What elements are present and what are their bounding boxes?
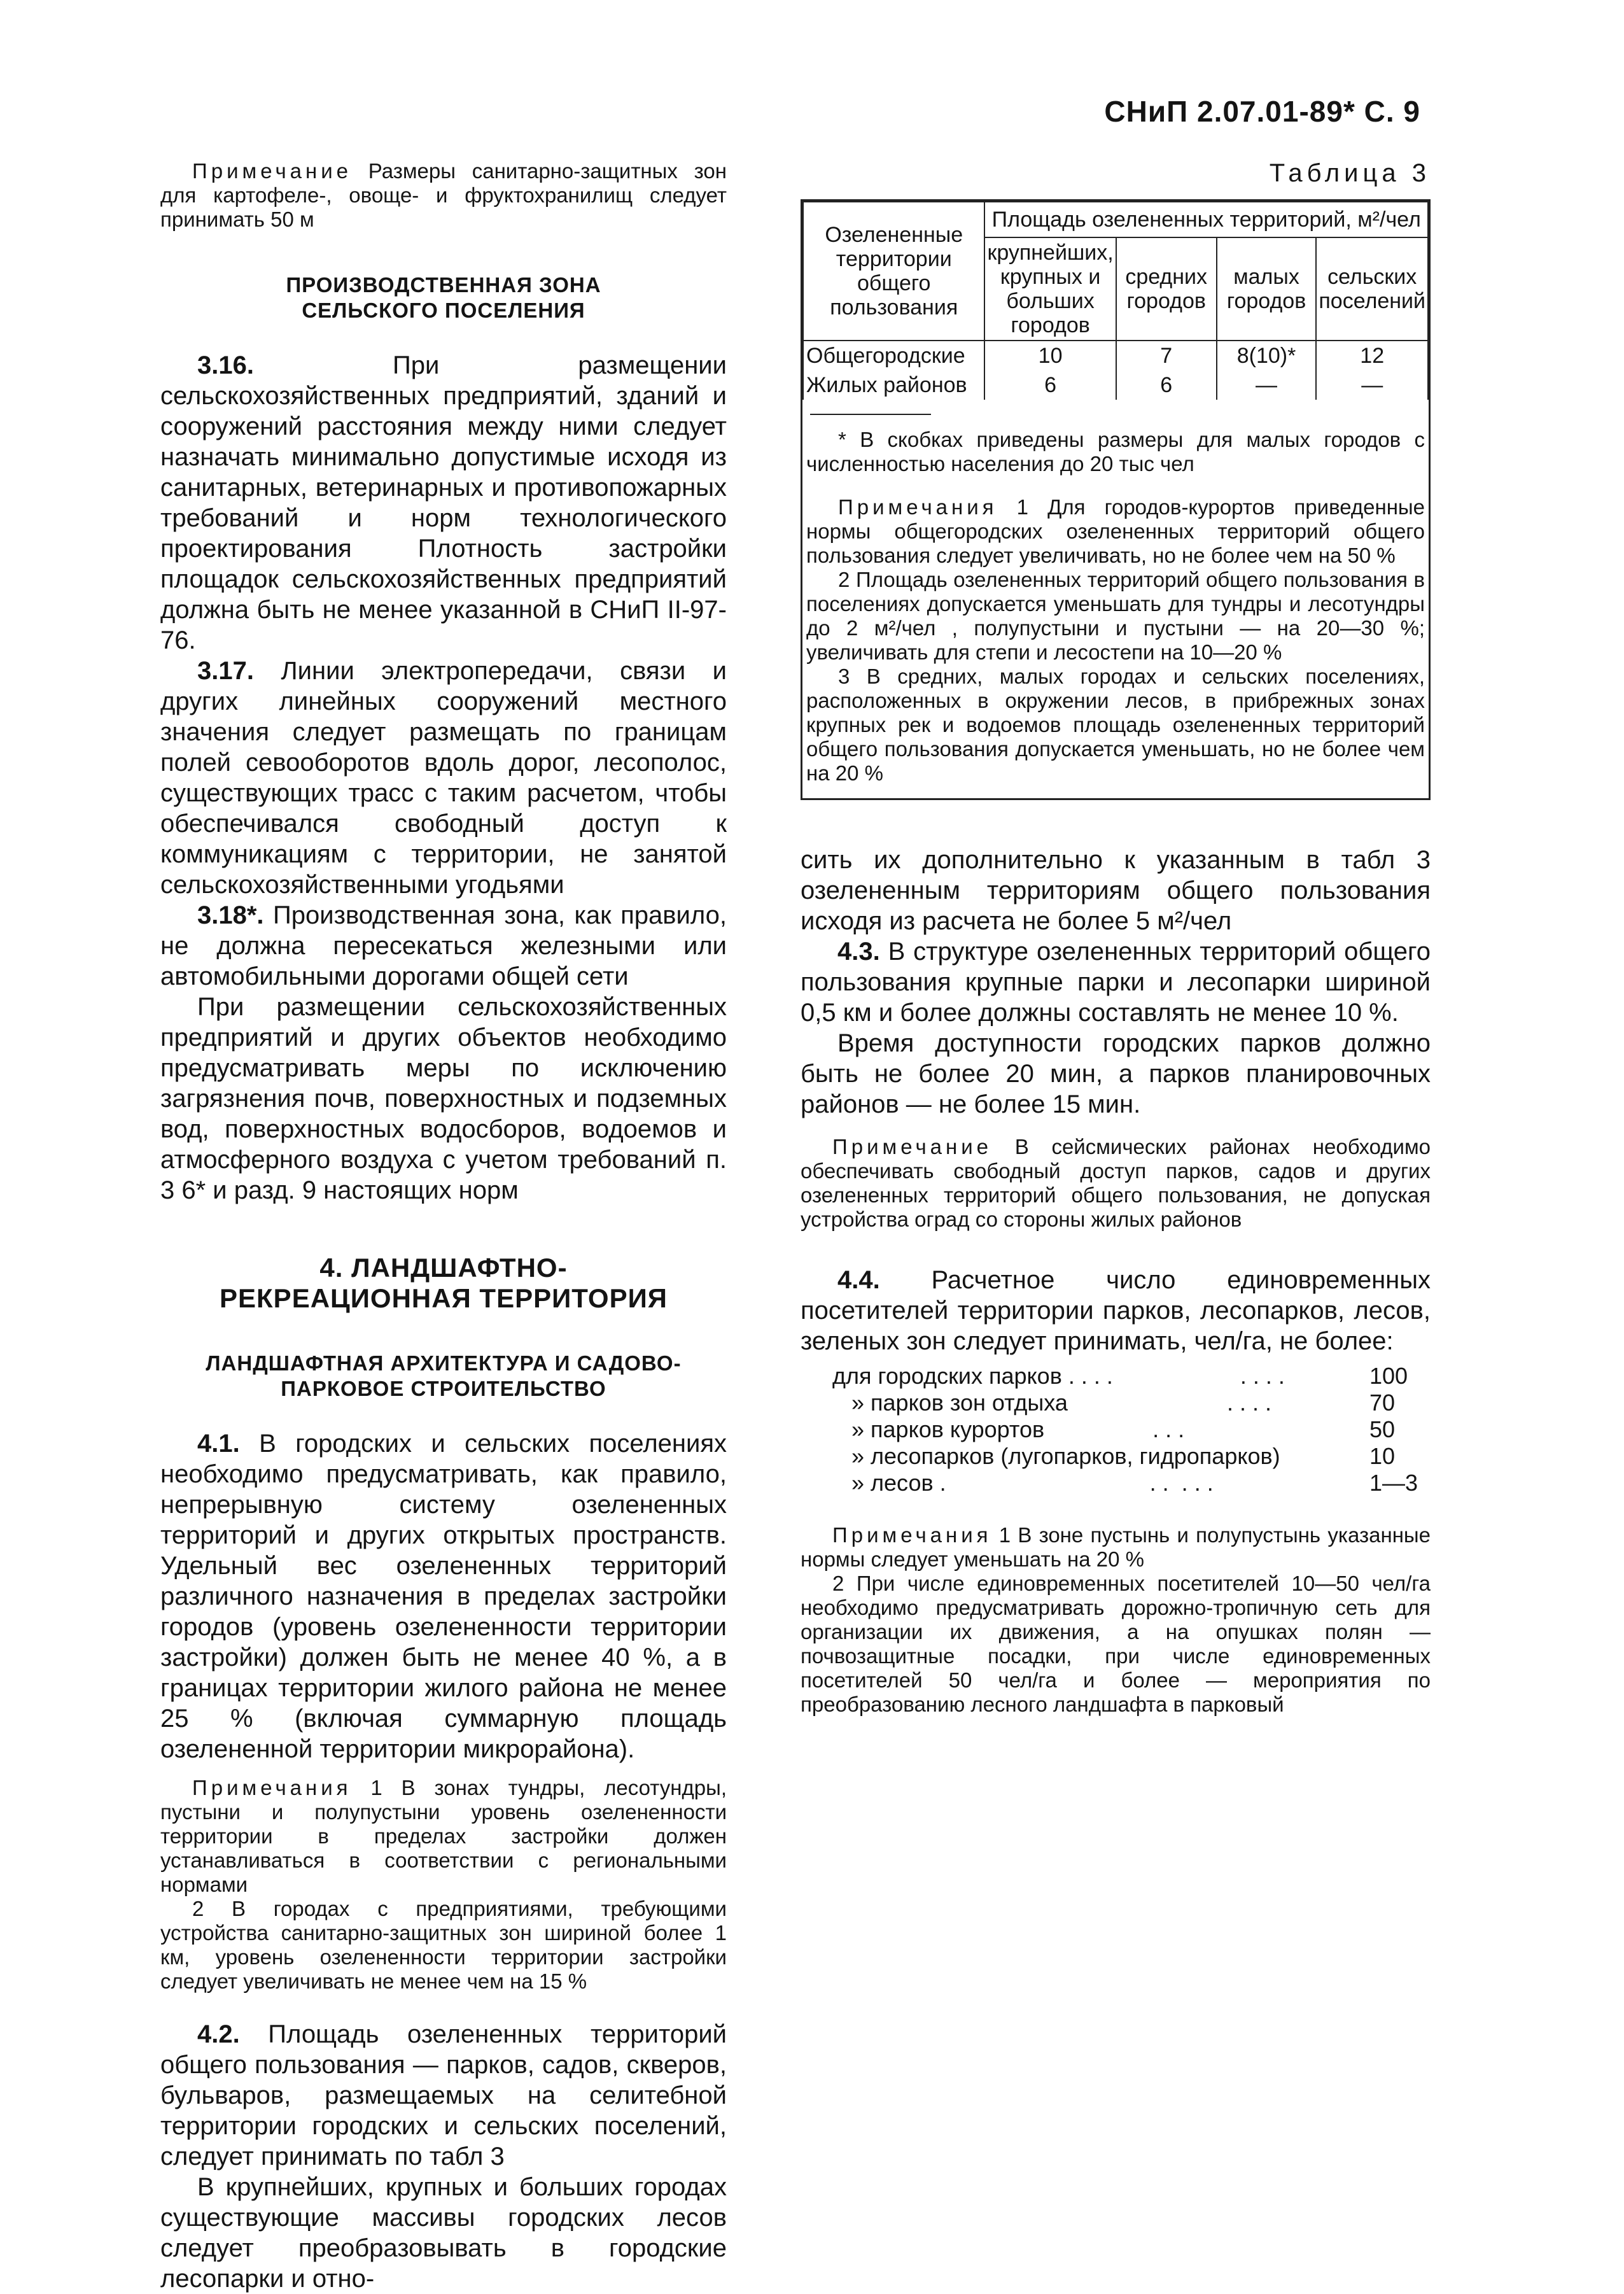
paragraph-text: В структуре озелененных территорий общего пользования крупные парки и лесопарки шириной 0,5 км и более должны составлять не менее 10 %. [801, 938, 1431, 1027]
paragraph-number: 3.18*. [197, 901, 264, 929]
note-sanitary-zones [160, 159, 727, 232]
paragraph-number: 4.3. [837, 938, 880, 966]
paragraph-4-2-ending: сить их дополнительно к указанным в табл 3 озелененным территориям общего пользования исходя из расчета не более 5 м²/чел [801, 846, 1431, 935]
table-row-name: Жилых районов [803, 370, 984, 400]
table-col-header-medium-cities: средних городов [1116, 237, 1217, 341]
paragraph-text: Производственная зона, как правило, не должна пересекаться железными или автомобильными дорогами общей сети [160, 901, 727, 990]
list-item [832, 1363, 1431, 1390]
right-column [801, 159, 1431, 1717]
table-col-header-small-cities: малых городов [1217, 237, 1317, 341]
table-row-name: Общегородские [803, 341, 984, 370]
list-item-label: для городских парков . . . . . . . . [832, 1363, 1285, 1389]
left-column [160, 159, 727, 2294]
note-4-3 [801, 1135, 1431, 1232]
paragraph-4-2 [160, 2019, 727, 2172]
table-note-1 [806, 495, 1425, 568]
list-item [832, 1443, 1431, 1470]
paragraph-text: Расчетное число единовременных посетителей территории парков, лесопарков, лесов, зеленых зон следует принимать, чел/га, не более: [801, 1266, 1431, 1355]
running-title: СНиП 2.07.01-89* С. 9 [1104, 95, 1420, 128]
paragraph-4-3-continued: Время доступности городских парков должно быть не более 20 мин, а парков планировочных районов — не более 15 мин. [801, 1029, 1431, 1118]
paragraph-number: 4.1. [197, 1430, 240, 1458]
notes-4-1-item-2: 2 В городах с предприятиями, требующими устройства санитарно-защитных зон шириной более 1 км, уровень озелененности территории застройки следует увеличивать не менее чем на 15 % [160, 1897, 727, 1993]
table-note-2: 2 Площадь озелененных территорий общего пользования в поселениях допускается уменьшать для тундры и лесотундры до 2 м²/чел , полупустыни и пустыни — на 20—30 %; увеличивать для степи и лесостепи на 10—20 % [806, 568, 1425, 664]
notes-label: Примечания [832, 1523, 992, 1547]
table-note-3: 3 В средних, малых городах и сельских поселениях, расположенных в окружении лесов, в прибрежных зонах крупных рек и водоемов площадь озелененных территорий общего пользования допускается уменьшать, но не более чем на 20 % [806, 665, 1425, 785]
paragraph-3-16 [160, 350, 727, 656]
list-item-label: » парков курортов . . . [832, 1416, 1185, 1442]
table-cell: 12 [1316, 341, 1428, 370]
paragraph-4-4 [801, 1265, 1431, 1356]
heading-production-zone: ПРОИЗВОДСТВЕННАЯ ЗОНА СЕЛЬСКОГО ПОСЕЛЕНИЯ [286, 273, 601, 322]
table-title: Таблица 3 [1269, 159, 1431, 187]
list-item-label: » парков зон отдыха . . . . [832, 1390, 1271, 1416]
table-header-row [803, 202, 1428, 237]
table-group-header-area: Площадь озелененных территорий, м²/чел [984, 202, 1428, 237]
paragraph-number: 3.17. [197, 657, 254, 685]
list-item [832, 1390, 1431, 1416]
paragraph-text: В городских и сельских поселениях необходимо предусматривать, как правило, непрерывную систему озелененных территорий и других открытых пространств. Удельный вес озелененных территорий различного назначения в пределах застройки городов (уровень озелененности территории застройки) должен быть не менее 40 %, а в границах территории жилого района не менее 25 % (включая суммарную площадь озелененной территории микрорайона). [160, 1430, 727, 1763]
paragraph-3-18 [160, 900, 727, 992]
paragraph-4-2-continued: В крупнейших, крупных и больших городах существующие массивы городских лесов следует преобразовывать в городские лесопарки и отно- [160, 2173, 727, 2293]
list-item-value: 1—3 [1369, 1470, 1418, 1496]
list-item-label: » лесов . . . . . . [832, 1470, 1214, 1496]
paragraph-3-18-continued: При размещении сельскохозяйственных предприятий и других объектов необходимо предусматривать меры по исключению загрязнения почв, поверхностных и подземных вод, поверхностных водосборов, водоемов и атмосферного воздуха с учетом требований п. 3 6* и разд. 9 настоящих норм [160, 993, 727, 1204]
list-item-value: 50 [1369, 1416, 1396, 1442]
notes-4-1-item-1 [160, 1776, 727, 1897]
list-item [832, 1470, 1431, 1496]
table-cell: — [1316, 370, 1428, 400]
list-item-value: 10 [1369, 1443, 1396, 1469]
table-cell: 10 [984, 341, 1116, 370]
note-text: 1 Для городов-курортов приведенные нормы общегородских озелененных территорий общего пользования следует увеличивать, но не более чем на 50 % [806, 495, 1425, 567]
note-text: В сейсмических районах необходимо обеспечивать свободный доступ парков, садов и других озелененных территорий общего пользования, не допуская устройства оград со стороны жилых районов [801, 1135, 1431, 1231]
paragraph-3-17 [160, 656, 727, 900]
list-item-value: 100 [1369, 1363, 1408, 1389]
paragraph-4-1 [160, 1428, 727, 1764]
notes-label: Примечания [192, 1776, 352, 1799]
table-cell: 6 [984, 370, 1116, 400]
note-text: Размеры санитарно-защитных зон для картофеле-, овоще- и фруктохранилищ следует принимать 50 м [160, 159, 727, 231]
table-3 [802, 201, 1429, 400]
table-3-frame [801, 199, 1431, 800]
note-text: 1 В зоне пустынь и полупустынь указанные нормы следует уменьшать на 20 % [801, 1523, 1431, 1571]
paragraph-text: Линии электропередачи, связи и других линейных сооружений местного значения следует размещать по границам полей севооборотов вдоль дорог, лесополос, существующих трасс с таким расчетом, чтобы обеспечивался свободный доступ к коммуникациям с территории, не занятой сельскохозяйственными угодьями [160, 657, 727, 899]
list-item-value: 70 [1369, 1390, 1396, 1416]
paragraph-number: 3.16. [197, 351, 254, 379]
note-label: Примечание [192, 159, 353, 183]
paragraph-number: 4.2. [197, 2020, 240, 2048]
paragraph-text: Площадь озелененных территорий общего пользования — парков, садов, скверов, бульваров, размещаемых на селитебной территории городских и сельских поселений, следует принимать по табл 3 [160, 2020, 727, 2171]
note-label: Примечание [832, 1135, 993, 1158]
table-notes [802, 414, 1429, 798]
table-footnote: * В скобках приведены размеры для малых городов с численностью населения до 20 тыс чел [806, 428, 1425, 475]
table-cell: — [1217, 370, 1317, 400]
table-cell: 8(10)* [1217, 341, 1317, 370]
list-item [832, 1416, 1431, 1443]
list-item-label: » лесопарков (лугопарков, гидропарков) [832, 1443, 1280, 1469]
paragraph-text: При размещении сельскохозяйственных предприятий, зданий и сооружений расстояния между ними следует назначать минимально допустимые исходя из санитарных, ветеринарных и противопожарных требований и норм технологического проектирования Плотность застройки площадок сельскохозяйственных предприятий должна быть не менее указанной в СНиП II-97-76. [160, 351, 727, 654]
footnote-divider [810, 414, 931, 415]
paragraph-4-3 [801, 936, 1431, 1028]
notes-4-4-item-1 [801, 1523, 1431, 1572]
visitor-norms-list [801, 1363, 1431, 1496]
table-cell: 7 [1116, 341, 1217, 370]
table-row [803, 341, 1428, 370]
table-col-header-largest-cities: крупнейших, крупных и больших городов [984, 237, 1116, 341]
table-col-header-territory: Озелененные территории общего пользования [803, 202, 984, 341]
table-row [803, 370, 1428, 400]
heading-landscape-architecture: ЛАНДШАФТНАЯ АРХИТЕКТУРА И САДОВО-ПАРКОВОЕ СТРОИТЕЛЬСТВО [206, 1351, 682, 1400]
paragraph-number: 4.4. [837, 1266, 880, 1294]
heading-section-4: 4. ЛАНДШАФТНО-РЕКРЕАЦИОННАЯ ТЕРРИТОРИЯ [220, 1253, 668, 1313]
notes-4-4-item-2: 2 При числе единовременных посетителей 10—50 чел/га необходимо предусматривать дорожно-тропичную сеть для организации их движения, а на опушках полян — почвозащитные посадки, при числе единовременных посетителей 50 чел/га и более — мероприятия по преобразованию лесного ландшафта в парковый [801, 1572, 1431, 1716]
table-col-header-rural-settlements: сельских поселений [1316, 237, 1428, 341]
note-text: 1 В зонах тундры, лесотундры, пустыни и полупустыни уровень озелененности территории в пределах застройки должен устанавливаться в соответствии с региональными нормами [160, 1776, 727, 1896]
table-cell: 6 [1116, 370, 1217, 400]
notes-label: Примечания [838, 495, 998, 519]
